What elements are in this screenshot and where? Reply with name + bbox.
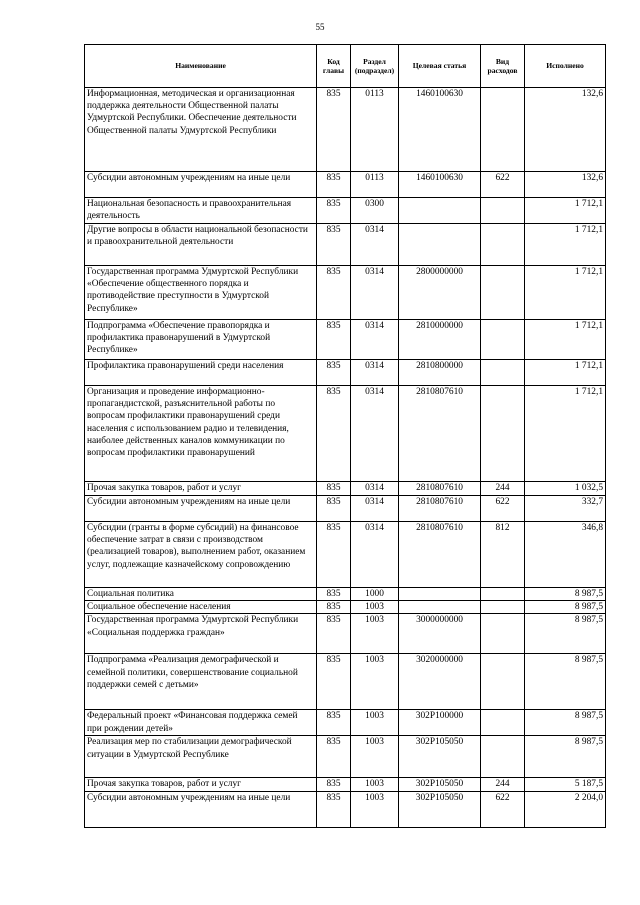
- table-row: [85, 360, 606, 386]
- row-executed: 8 987,5: [525, 614, 606, 654]
- row-chapter: 835: [317, 482, 351, 496]
- row-target: 302P105050: [399, 778, 481, 791]
- row-target: 2810000000: [399, 320, 481, 360]
- row-expense: [481, 601, 525, 614]
- row-chapter: 835: [317, 522, 351, 588]
- table-row: [85, 736, 606, 778]
- row-executed: 1 712,1: [525, 198, 606, 224]
- table-row: [85, 266, 606, 320]
- row-chapter: 835: [317, 320, 351, 360]
- row-section: 0300: [351, 198, 399, 224]
- table-row: [85, 522, 606, 588]
- row-name: Субсидии автономным учреждениям на иные цели: [85, 496, 317, 522]
- row-chapter: 835: [317, 588, 351, 601]
- row-expense: [481, 88, 525, 172]
- table-row: [85, 496, 606, 522]
- row-name: Информационная, методическая и организационная поддержка деятельности Общественной палаты Удмуртской Республики. Обеспечение деятельности Общественной палаты Удмуртской Республики: [85, 88, 317, 172]
- row-executed: 8 987,5: [525, 654, 606, 710]
- table-row: [85, 198, 606, 224]
- row-section: 0314: [351, 320, 399, 360]
- row-chapter: 835: [317, 172, 351, 198]
- table-row: [85, 386, 606, 482]
- row-name: Прочая закупка товаров, работ и услуг: [85, 778, 317, 791]
- row-target: 2810807610: [399, 386, 481, 482]
- row-target: 2810807610: [399, 522, 481, 588]
- row-expense: [481, 736, 525, 778]
- header-executed: Исполнено: [525, 45, 606, 88]
- row-section: 0113: [351, 172, 399, 198]
- row-chapter: 835: [317, 654, 351, 710]
- row-chapter: 835: [317, 736, 351, 778]
- row-expense: 622: [481, 172, 525, 198]
- row-expense: 244: [481, 482, 525, 496]
- table-row: [85, 172, 606, 198]
- header-chapter: Код главы: [317, 45, 351, 88]
- table-row: [85, 588, 606, 601]
- row-target: [399, 601, 481, 614]
- row-executed: 8 987,5: [525, 601, 606, 614]
- row-chapter: 835: [317, 791, 351, 827]
- row-chapter: 835: [317, 614, 351, 654]
- row-section: 0314: [351, 496, 399, 522]
- row-chapter: 835: [317, 778, 351, 791]
- row-name: Государственная программа Удмуртской Республики «Обеспечение общественного порядка и противодействие преступности в Удмуртской Республике»: [85, 266, 317, 320]
- row-target: [399, 198, 481, 224]
- table-row: [85, 778, 606, 791]
- row-section: 0314: [351, 482, 399, 496]
- row-executed: 1 712,1: [525, 266, 606, 320]
- row-chapter: 835: [317, 386, 351, 482]
- row-name: Государственная программа Удмуртской Республики «Социальная поддержка граждан»: [85, 614, 317, 654]
- row-target: 1460100630: [399, 88, 481, 172]
- row-target: 302P105050: [399, 736, 481, 778]
- row-section: 1003: [351, 654, 399, 710]
- row-executed: 5 187,5: [525, 778, 606, 791]
- row-section: 1003: [351, 601, 399, 614]
- header-name: Наименование: [85, 45, 317, 88]
- row-section: 1003: [351, 778, 399, 791]
- row-section: 1000: [351, 588, 399, 601]
- row-chapter: 835: [317, 360, 351, 386]
- row-expense: [481, 588, 525, 601]
- row-target: [399, 588, 481, 601]
- row-target: 1460100630: [399, 172, 481, 198]
- table-row: [85, 654, 606, 710]
- header-target: Целевая статья: [399, 45, 481, 88]
- row-section: 0314: [351, 522, 399, 588]
- row-executed: 1 712,1: [525, 360, 606, 386]
- table-row: [85, 320, 606, 360]
- row-expense: [481, 710, 525, 736]
- row-executed: 1 712,1: [525, 320, 606, 360]
- row-section: 0113: [351, 88, 399, 172]
- row-name: Подпрограмма «Реализация демографической и семейной политики, совершенствование социальной поддержки семей с детьми»: [85, 654, 317, 710]
- row-executed: 1 032,5: [525, 482, 606, 496]
- table-row: [85, 88, 606, 172]
- table-row: [85, 601, 606, 614]
- table-row: [85, 710, 606, 736]
- row-name: Субсидии автономным учреждениям на иные цели: [85, 172, 317, 198]
- row-section: 0314: [351, 266, 399, 320]
- row-target: 3000000000: [399, 614, 481, 654]
- row-section: 0314: [351, 224, 399, 266]
- row-executed: 332,7: [525, 496, 606, 522]
- row-name: Подпрограмма «Обеспечение правопорядка и профилактика правонарушений в Удмуртской Республике»: [85, 320, 317, 360]
- row-name: Прочая закупка товаров, работ и услуг: [85, 482, 317, 496]
- row-chapter: 835: [317, 198, 351, 224]
- row-expense: [481, 360, 525, 386]
- row-name: Социальная политика: [85, 588, 317, 601]
- row-name: Профилактика правонарушений среди населения: [85, 360, 317, 386]
- row-expense: 622: [481, 496, 525, 522]
- row-target: [399, 224, 481, 266]
- page-number: 55: [315, 22, 325, 32]
- row-section: 1003: [351, 736, 399, 778]
- row-section: 1003: [351, 710, 399, 736]
- row-executed: 2 204,0: [525, 791, 606, 827]
- row-name: Субсидии автономным учреждениям на иные цели: [85, 791, 317, 827]
- row-chapter: 835: [317, 710, 351, 736]
- row-name: Национальная безопасность и правоохранительная деятельность: [85, 198, 317, 224]
- row-expense: [481, 224, 525, 266]
- row-target: 302P100000: [399, 710, 481, 736]
- row-chapter: 835: [317, 88, 351, 172]
- row-name: Реализация мер по стабилизации демографической ситуации в Удмуртской Республике: [85, 736, 317, 778]
- header-expense: Вид расходов: [481, 45, 525, 88]
- row-target: 3020000000: [399, 654, 481, 710]
- row-target: 2810800000: [399, 360, 481, 386]
- table-header: [85, 45, 606, 88]
- row-target: 302P105050: [399, 791, 481, 827]
- row-target: 2810807610: [399, 496, 481, 522]
- row-executed: 8 987,5: [525, 588, 606, 601]
- row-expense: [481, 386, 525, 482]
- row-section: 0314: [351, 360, 399, 386]
- row-expense: [481, 614, 525, 654]
- budget-table: [84, 44, 606, 828]
- row-target: 2810807610: [399, 482, 481, 496]
- row-expense: 622: [481, 791, 525, 827]
- row-chapter: 835: [317, 224, 351, 266]
- row-name: Социальное обеспечение населения: [85, 601, 317, 614]
- row-name: Другие вопросы в области национальной безопасности и правоохранительной деятельности: [85, 224, 317, 266]
- table-row: [85, 614, 606, 654]
- table-row: [85, 224, 606, 266]
- row-executed: 132,6: [525, 172, 606, 198]
- row-expense: [481, 266, 525, 320]
- row-name: Федеральный проект «Финансовая поддержка семей при рождении детей»: [85, 710, 317, 736]
- row-chapter: 835: [317, 266, 351, 320]
- table-row: [85, 482, 606, 496]
- row-chapter: 835: [317, 496, 351, 522]
- row-expense: [481, 654, 525, 710]
- row-expense: [481, 198, 525, 224]
- row-section: 1003: [351, 791, 399, 827]
- table-row: [85, 791, 606, 827]
- row-executed: 1 712,1: [525, 224, 606, 266]
- row-executed: 8 987,5: [525, 736, 606, 778]
- row-chapter: 835: [317, 601, 351, 614]
- row-expense: 244: [481, 778, 525, 791]
- row-expense: [481, 320, 525, 360]
- row-expense: 812: [481, 522, 525, 588]
- row-executed: 1 712,1: [525, 386, 606, 482]
- row-executed: 132,6: [525, 88, 606, 172]
- header-section: Раздел (подраздел): [351, 45, 399, 88]
- row-section: 1003: [351, 614, 399, 654]
- row-executed: 346,8: [525, 522, 606, 588]
- row-executed: 8 987,5: [525, 710, 606, 736]
- row-section: 0314: [351, 386, 399, 482]
- row-name: Организация и проведение информационно-пропагандистской, разъяснительной работы по вопросам профилактики правонарушений среди населения с использованием радио и телевидения, наиболее действенных каналов коммуникации по вопросам профилактики правонарушений: [85, 386, 317, 482]
- row-name: Субсидии (гранты в форме субсидий) на финансовое обеспечение затрат в связи с производством (реализацией товаров), выполнением работ, оказанием услуг, подлежащие казначейскому сопровождению: [85, 522, 317, 588]
- row-target: 2800000000: [399, 266, 481, 320]
